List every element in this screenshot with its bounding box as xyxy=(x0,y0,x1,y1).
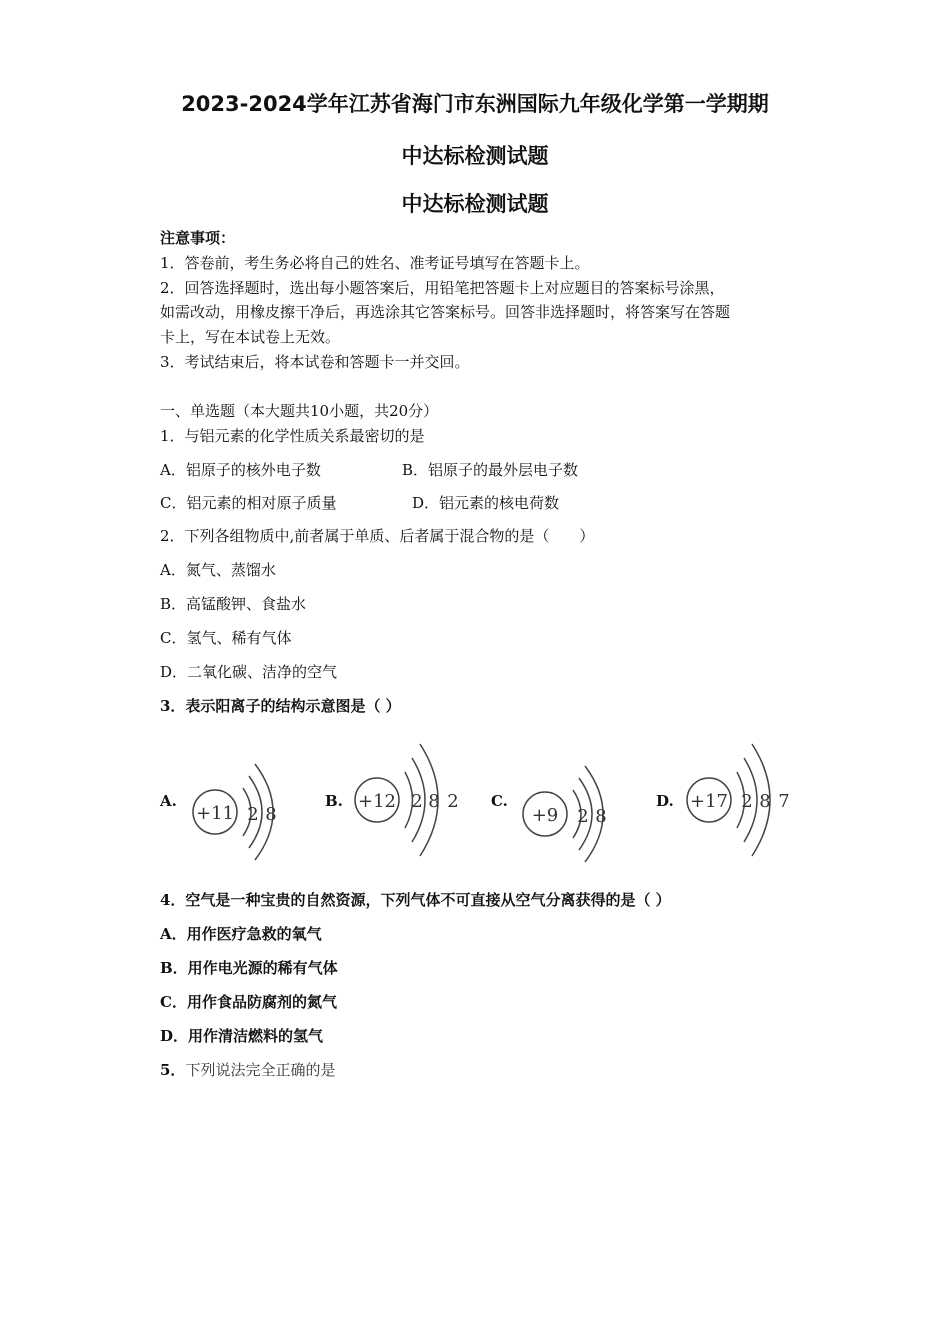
q3-option-c-diagram xyxy=(515,730,645,870)
shell-electron-count: 2 xyxy=(447,791,459,812)
notice-heading: 注意事项： xyxy=(160,229,236,247)
q3-option-a-diagram xyxy=(185,730,315,870)
q3-option-d-diagram xyxy=(682,730,812,870)
q2-stem: 2．下列各组物质中,前者属于单质、后者属于混合物的是（ ） xyxy=(160,527,595,545)
shell-electron-count: 2 xyxy=(577,806,589,827)
q1-option-b: B．铝原子的最外层电子数 xyxy=(402,461,579,479)
q4-option-c: C．用作食品防腐剂的氮气 xyxy=(160,993,337,1011)
q3-diagrams xyxy=(155,730,805,870)
notice-item-2a: 2．回答选择题时，选出每小题答案后，用铅笔把答题卡上对应题目的答案标号涂黑， xyxy=(160,279,725,297)
q4-option-d: D．用作清洁燃料的氢气 xyxy=(160,1027,324,1045)
shell-electron-count: 8 xyxy=(428,791,440,812)
q1-stem: 1．与铝元素的化学性质关系最密切的是 xyxy=(160,427,425,445)
exam-title-line1: 2023-2024学年江苏省海门市东洲国际九年级化学第一学期期 xyxy=(181,92,769,116)
q5-line xyxy=(160,1060,335,1080)
q1-option-c: C．铝元素的相对原子质量 xyxy=(160,494,337,512)
q4-stem: 4．空气是一种宝贵的自然资源，下列气体不可直接从空气分离获得的是（ ） xyxy=(160,891,671,909)
notice-item-2b: 如需改动，用橡皮擦干净后，再选涂其它答案标号。回答非选择题时，将答案写在答题 xyxy=(160,303,731,321)
q3-option-b-label: B. xyxy=(325,792,343,810)
shell-electron-count: 2 xyxy=(411,791,423,812)
notice-item-2c: 卡上，写在本试卷上无效。 xyxy=(160,328,341,346)
q5-number: 5． xyxy=(160,1061,186,1079)
q5-stem: 下列说法完全正确的是 xyxy=(185,1061,336,1079)
q2-option-c: C．氢气、稀有气体 xyxy=(160,629,292,647)
shell-electron-count: 8 xyxy=(759,791,771,812)
shell-electron-count: 8 xyxy=(265,804,277,825)
nucleus-charge: +17 xyxy=(690,791,728,812)
q1-option-a: A．铝原子的核外电子数 xyxy=(160,461,321,479)
nucleus-charge: +12 xyxy=(358,791,396,812)
q3-option-c-label: C. xyxy=(491,792,508,810)
exam-title-line2: 中达标检测试题 xyxy=(401,144,549,168)
shell-electron-count: 8 xyxy=(595,806,607,827)
q3-option-d-label: D. xyxy=(656,792,674,810)
q1-option-d: D．铝元素的核电荷数 xyxy=(412,494,560,512)
q2-option-b: B．高锰酸钾、食盐水 xyxy=(160,595,307,613)
shell-electron-count: 2 xyxy=(741,791,753,812)
notice-item-1: 1．答卷前，考生务必将自己的姓名、准考证号填写在答题卡上。 xyxy=(160,254,590,272)
q3-option-a-label: A. xyxy=(160,792,177,810)
q4-option-b: B．用作电光源的稀有气体 xyxy=(160,959,338,977)
notice-item-3: 3．考试结束后，将本试卷和答题卡一并交回。 xyxy=(160,353,470,371)
q4-option-a: A．用作医疗急救的氧气 xyxy=(160,925,322,943)
q2-option-a: A．氮气、蒸馏水 xyxy=(160,561,276,579)
exam-title-line3: 中达标检测试题 xyxy=(401,192,549,216)
section-heading: 一、单选题（本大题共10小题，共20分） xyxy=(160,402,439,420)
q3-option-b-diagram xyxy=(350,730,480,870)
q2-option-d: D．二氧化碳、洁净的空气 xyxy=(160,663,338,681)
nucleus-charge: +9 xyxy=(531,805,559,826)
shell-electron-count: 7 xyxy=(778,791,790,812)
nucleus-charge: +11 xyxy=(196,803,234,824)
q3-stem: 3．表示阳离子的结构示意图是（ ） xyxy=(160,697,401,715)
shell-electron-count: 2 xyxy=(247,804,259,825)
